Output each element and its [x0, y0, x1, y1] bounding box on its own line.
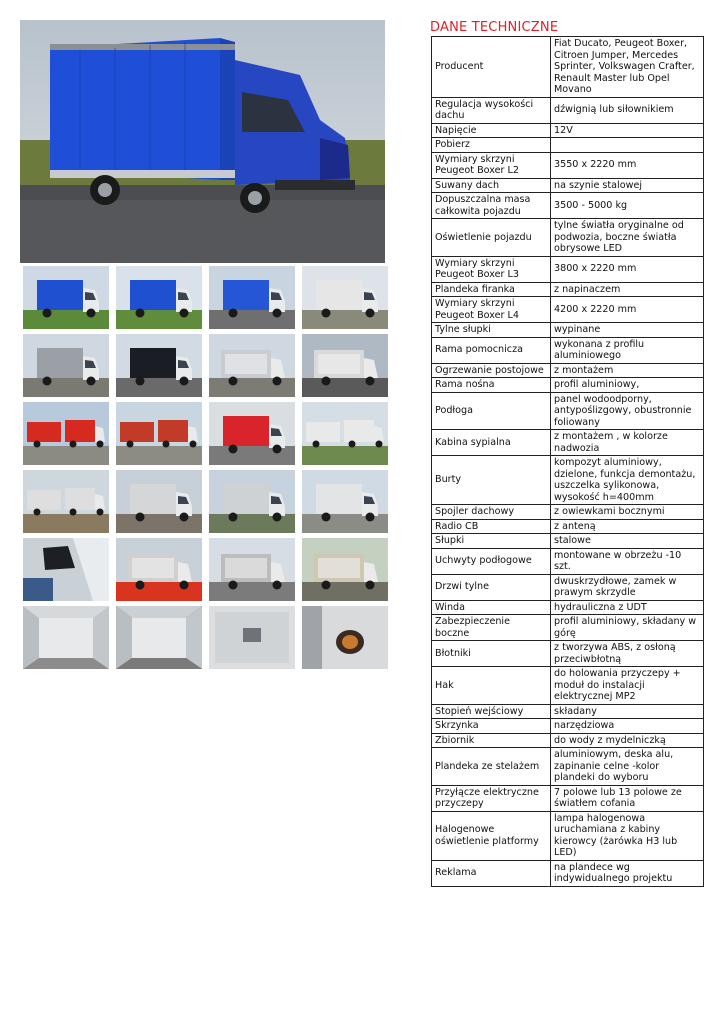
spec-row — [432, 323, 704, 338]
spec-label: Błotniki — [432, 641, 551, 667]
spec-value: na szynie stalowej — [551, 178, 704, 193]
gallery-thumbnail[interactable] — [116, 266, 202, 329]
spec-label: Skrzynka — [432, 719, 551, 734]
spec-row — [432, 704, 704, 719]
gallery-thumbnail[interactable] — [116, 334, 202, 397]
spec-label: Zabezpieczenie boczne — [432, 615, 551, 641]
gallery-thumbnail[interactable] — [209, 538, 295, 601]
gallery-thumbnail[interactable] — [209, 266, 295, 329]
spec-label: Plandeka firanka — [432, 282, 551, 297]
spec-label: Producent — [432, 37, 551, 98]
vehicle-photo — [209, 402, 295, 465]
spec-row — [432, 282, 704, 297]
vehicle-photo — [209, 470, 295, 533]
spec-value: stalowe — [551, 534, 704, 549]
spec-row — [432, 430, 704, 456]
gallery-thumbnail[interactable] — [116, 402, 202, 465]
spec-value: z napinaczem — [551, 282, 704, 297]
spec-row — [432, 615, 704, 641]
spec-label: Dopuszczalna masa całkowita pojazdu — [432, 193, 551, 219]
spec-label: Plandeka ze stelażem — [432, 748, 551, 786]
spec-row — [432, 152, 704, 178]
spec-value: 3550 x 2220 mm — [551, 152, 704, 178]
spec-row — [432, 600, 704, 615]
spec-label: Winda — [432, 600, 551, 615]
spec-label: Radio CB — [432, 519, 551, 534]
spec-row — [432, 748, 704, 786]
spec-value: kompozyt aluminiowy, dzielone, funkcja demontażu, uszczelka sylikonowa, wysokość h=400mm — [551, 456, 704, 505]
vehicle-photo — [23, 470, 109, 533]
spec-row — [432, 574, 704, 600]
spec-label: Drzwi tylne — [432, 574, 551, 600]
spec-value: z owiewkami bocznymi — [551, 505, 704, 520]
spec-row — [432, 256, 704, 282]
gallery-thumbnail[interactable] — [302, 334, 388, 397]
spec-row — [432, 534, 704, 549]
spec-row — [432, 860, 704, 886]
spec-row — [432, 667, 704, 705]
spec-label: Hak — [432, 667, 551, 705]
gallery-thumbnail[interactable] — [302, 606, 388, 669]
spec-label: Pobierz — [432, 138, 551, 153]
vehicle-photo — [23, 402, 109, 465]
vehicle-photo — [209, 266, 295, 329]
vehicle-photo — [302, 538, 388, 601]
spec-value: do holowania przyczepy + moduł do instalacji elektrycznej MP2 — [551, 667, 704, 705]
gallery-thumbnail[interactable] — [302, 402, 388, 465]
gallery-thumbnail[interactable] — [209, 606, 295, 669]
vehicle-photo — [23, 266, 109, 329]
spec-label: Napięcie — [432, 123, 551, 138]
spec-value: narzędziowa — [551, 719, 704, 734]
spec-label: Uchwyty podłogowe — [432, 548, 551, 574]
spec-label: Słupki — [432, 534, 551, 549]
spec-label: Podłoga — [432, 392, 551, 430]
spec-row — [432, 785, 704, 811]
gallery-thumbnail[interactable] — [116, 538, 202, 601]
spec-value: 3500 - 5000 kg — [551, 193, 704, 219]
spec-row — [432, 297, 704, 323]
spec-label: Kabina sypialna — [432, 430, 551, 456]
spec-value: 12V — [551, 123, 704, 138]
spec-value — [551, 138, 704, 153]
spec-value: hydrauliczna z UDT — [551, 600, 704, 615]
spec-row — [432, 123, 704, 138]
gallery-thumbnail[interactable] — [116, 606, 202, 669]
spec-row — [432, 392, 704, 430]
spec-label: Spojler dachowy — [432, 505, 551, 520]
spec-row — [432, 519, 704, 534]
spec-label: Wymiary skrzyni Peugeot Boxer L3 — [432, 256, 551, 282]
spec-row — [432, 548, 704, 574]
spec-label: Zbiornik — [432, 733, 551, 748]
vehicle-photo — [116, 606, 202, 669]
spec-label: Regulacja wysokości dachu — [432, 97, 551, 123]
spec-label: Przyłącze elektryczne przyczepy — [432, 785, 551, 811]
spec-label: Reklama — [432, 860, 551, 886]
spec-row — [432, 138, 704, 153]
spec-label: Tylne słupki — [432, 323, 551, 338]
vehicle-photo — [23, 334, 109, 397]
spec-label: Ogrzewanie postojowe — [432, 363, 551, 378]
spec-value: 3800 x 2220 mm — [551, 256, 704, 282]
spec-row — [432, 97, 704, 123]
vehicle-photo — [302, 606, 388, 669]
spec-label: Oświetlenie pojazdu — [432, 219, 551, 257]
spec-value: 4200 x 2220 mm — [551, 297, 704, 323]
spec-row — [432, 363, 704, 378]
spec-label: Stopień wejściowy — [432, 704, 551, 719]
spec-value: z anteną — [551, 519, 704, 534]
spec-value: 7 polowe lub 13 polowe ze światłem cofania — [551, 785, 704, 811]
vehicle-photo — [302, 402, 388, 465]
spec-value: Fiat Ducato, Peugeot Boxer, Citroen Jumper, Mercedes Sprinter, Volkswagen Crafter, Renault Master lub Opel Movano — [551, 37, 704, 98]
spec-label: Wymiary skrzyni Peugeot Boxer L4 — [432, 297, 551, 323]
spec-row — [432, 37, 704, 98]
technical-specs-table — [431, 36, 704, 887]
spec-value: lampa halogenowa uruchamiana z kabiny kierowcy (żarówka H3 lub LED) — [551, 811, 704, 860]
gallery-thumbnail[interactable] — [23, 606, 109, 669]
spec-row — [432, 641, 704, 667]
gallery-thumbnail[interactable] — [209, 402, 295, 465]
spec-row — [432, 719, 704, 734]
vehicle-photo — [302, 266, 388, 329]
spec-row — [432, 733, 704, 748]
gallery-thumbnail[interactable] — [23, 334, 109, 397]
vehicle-photo — [116, 334, 202, 397]
gallery-thumbnail[interactable] — [302, 538, 388, 601]
spec-value: tylne światła oryginalne od podwozia, boczne światła obrysowe LED — [551, 219, 704, 257]
spec-row — [432, 378, 704, 393]
vehicle-photo — [116, 266, 202, 329]
vehicle-photo — [116, 538, 202, 601]
spec-value: dźwignią lub siłownikiem — [551, 97, 704, 123]
gallery-thumbnail[interactable] — [302, 266, 388, 329]
thumbnail-gallery — [23, 266, 387, 669]
spec-value: profil aluminiowy, — [551, 378, 704, 393]
gallery-thumbnail[interactable] — [23, 266, 109, 329]
spec-value: z montażem , w kolorze nadwozia — [551, 430, 704, 456]
spec-value: dwuskrzydłowe, zamek w prawym skrzydle — [551, 574, 704, 600]
spec-value: z tworzywa ABS, z osłoną przeciwbłotną — [551, 641, 704, 667]
spec-row — [432, 456, 704, 505]
blue-curtain-truck-image — [20, 20, 385, 263]
vehicle-photo — [209, 606, 295, 669]
spec-label: Rama pomocnicza — [432, 337, 551, 363]
spec-value: do wody z mydelniczką — [551, 733, 704, 748]
spec-value: składany — [551, 704, 704, 719]
spec-row — [432, 193, 704, 219]
spec-value: na plandece wg indywidualnego projektu — [551, 860, 704, 886]
gallery-thumbnail[interactable] — [209, 470, 295, 533]
main-truck-photo[interactable] — [20, 20, 385, 263]
spec-row — [432, 219, 704, 257]
spec-value: montowane w obrzeżu -10 szt. — [551, 548, 704, 574]
spec-value: profil aluminiowy, składany w górę — [551, 615, 704, 641]
spec-label: Rama nośna — [432, 378, 551, 393]
spec-value: z montażem — [551, 363, 704, 378]
section-title: DANE TECHNICZNE — [430, 20, 559, 35]
gallery-thumbnail[interactable] — [23, 538, 109, 601]
vehicle-photo — [302, 334, 388, 397]
vehicle-photo — [116, 402, 202, 465]
vehicle-photo — [23, 606, 109, 669]
spec-label: Burty — [432, 456, 551, 505]
vehicle-photo — [23, 538, 109, 601]
vehicle-photo — [302, 470, 388, 533]
spec-value: panel wodoodporny, antypoślizgowy, obustronnie foliowany — [551, 392, 704, 430]
gallery-thumbnail[interactable] — [116, 470, 202, 533]
gallery-thumbnail[interactable] — [302, 470, 388, 533]
spec-value: wykonana z profilu aluminiowego — [551, 337, 704, 363]
spec-value: aluminiowym, deska alu, zapinanie celne -kolor plandeki do wyboru — [551, 748, 704, 786]
gallery-thumbnail[interactable] — [209, 334, 295, 397]
gallery-thumbnail[interactable] — [23, 402, 109, 465]
spec-row — [432, 178, 704, 193]
spec-label: Wymiary skrzyni Peugeot Boxer L2 — [432, 152, 551, 178]
spec-row — [432, 337, 704, 363]
spec-label: Suwany dach — [432, 178, 551, 193]
gallery-thumbnail[interactable] — [23, 470, 109, 533]
vehicle-photo — [209, 334, 295, 397]
spec-value: wypinane — [551, 323, 704, 338]
vehicle-photo — [209, 538, 295, 601]
spec-row — [432, 505, 704, 520]
spec-label: Halogenowe oświetlenie platformy — [432, 811, 551, 860]
spec-row — [432, 811, 704, 860]
vehicle-photo — [116, 470, 202, 533]
